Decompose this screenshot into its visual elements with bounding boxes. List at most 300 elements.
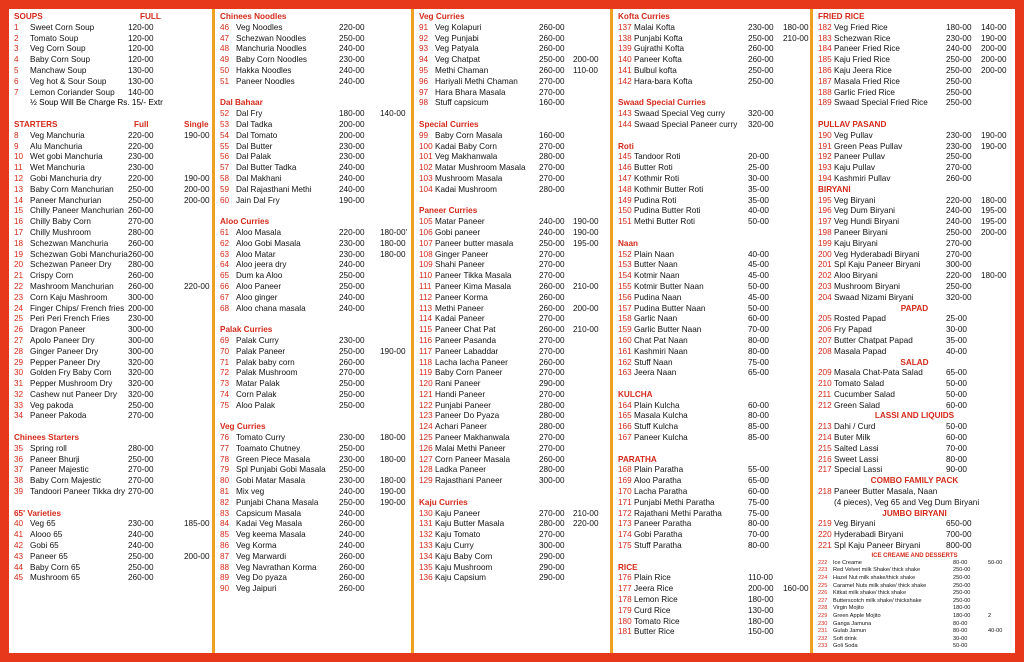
- item-price-full: 230-00: [946, 130, 972, 140]
- item-name: Schezwan Noodles: [236, 33, 307, 43]
- item-number: 224: [818, 575, 828, 582]
- item-price-full: 250-00: [128, 454, 154, 464]
- item-number: 70: [220, 346, 230, 356]
- item-price-full: 80-00: [748, 411, 769, 421]
- menu-column-2: [215, 9, 414, 653]
- menu-item: [220, 271, 407, 282]
- item-name: Veg Hundi Biryani: [834, 217, 900, 227]
- item-price-full: 65-00: [946, 368, 967, 378]
- item-price-full: 160-00: [539, 130, 565, 140]
- menu-item: [220, 573, 407, 584]
- item-number: 147: [618, 173, 632, 183]
- menu-item: [618, 55, 806, 66]
- item-price-full: 45-00: [748, 260, 769, 270]
- item-number: 229: [818, 613, 828, 619]
- item-number: 219: [818, 519, 832, 529]
- menu-item: [618, 217, 806, 228]
- spacer: [220, 88, 407, 99]
- item-number: 108: [419, 249, 433, 259]
- item-price-full: 50-00: [953, 643, 968, 650]
- menu-item: [818, 131, 1011, 142]
- item-name: Gobi Paratha: [634, 530, 683, 540]
- item-price-full: 220-00: [128, 173, 154, 183]
- item-price-full: 270-00: [128, 411, 154, 421]
- menu-item: [220, 131, 407, 142]
- menu-item: [419, 552, 606, 563]
- item-name: Paneer Do Pyaza: [435, 411, 500, 421]
- item-number: 69: [220, 335, 230, 345]
- item-number: 3: [14, 44, 19, 54]
- menu-item: [618, 314, 806, 325]
- item-number: 18: [14, 238, 24, 248]
- item-number: 101: [419, 152, 433, 162]
- section-title: [220, 325, 407, 336]
- item-price-full: 250-00: [946, 98, 972, 108]
- menu-item: [220, 368, 407, 379]
- section-title-text: PAPAD: [900, 303, 929, 313]
- item-name: Paneer Chat Pat: [435, 325, 496, 335]
- item-name: Toamato Chutney: [236, 443, 301, 453]
- item-number: 61: [220, 227, 230, 237]
- item-number: 228: [818, 605, 828, 612]
- section-title: [14, 433, 208, 444]
- item-name: Veg Patyala: [435, 44, 479, 54]
- item-name: Veg keema Masala: [236, 530, 306, 540]
- menu-item: [818, 368, 1011, 379]
- section-title: [419, 120, 606, 131]
- item-number: 39: [14, 487, 24, 497]
- menu-item: [818, 433, 1011, 444]
- item-number: 190: [818, 130, 832, 140]
- item-name: Veg Hyderabadi Biryani: [834, 249, 920, 259]
- item-name: Masala Papad: [834, 346, 887, 356]
- item-price-full: 250-00: [946, 76, 972, 86]
- item-name: Paneer Biryani: [834, 227, 888, 237]
- item-price-full: 85-00: [748, 433, 769, 443]
- item-name: Cashew nut Paneer Dry: [30, 389, 117, 399]
- item-price-full: 50-00: [946, 379, 967, 389]
- item-number: 123: [419, 411, 433, 421]
- item-price-full: 260-00: [128, 573, 154, 583]
- item-name: Stuff capsicum: [435, 98, 489, 108]
- item-price-single: 190-00: [981, 130, 1007, 140]
- item-price-full: 230-00: [128, 314, 154, 324]
- item-price-full: 240-00: [539, 227, 565, 237]
- section-title: [220, 422, 407, 433]
- item-name: Paneer Makhanwala: [435, 433, 510, 443]
- item-price-single: 190-00: [184, 130, 210, 140]
- item-price-single: 180-00: [981, 271, 1007, 281]
- item-number: 150: [618, 206, 632, 216]
- menu-section: [419, 12, 606, 109]
- item-price-full: 250-00: [339, 497, 365, 507]
- menu-item: [14, 163, 208, 174]
- item-name: Kaju Curry: [435, 541, 474, 551]
- item-price-full: 260-00: [128, 249, 154, 259]
- item-name: Kaju Pullav: [834, 163, 875, 173]
- item-price-full: 260-00: [539, 44, 565, 54]
- menu-item: [618, 476, 806, 487]
- item-price-single: 180-00: [783, 22, 809, 32]
- item-price-full: 230-00: [339, 454, 365, 464]
- menu-item: [618, 293, 806, 304]
- item-name: Aloo Palak: [236, 400, 276, 410]
- menu-item: [220, 541, 407, 552]
- menu-item: [220, 433, 407, 444]
- item-name: Aloo Paratha: [634, 476, 682, 486]
- item-number: 46: [220, 22, 230, 32]
- item-name: Paneer Pullav: [834, 152, 885, 162]
- menu-item: [220, 390, 407, 401]
- item-name: Malai Methi Paneer: [435, 443, 506, 453]
- item-number: 62: [220, 238, 230, 248]
- item-number: 1: [14, 22, 19, 32]
- menu-item: [14, 142, 208, 153]
- item-name: Paneer Manchurian: [30, 195, 102, 205]
- section-title-text: KULCHA: [618, 389, 653, 399]
- section-title-text: Roti: [618, 141, 634, 151]
- item-name: Cucumber Salad: [834, 389, 895, 399]
- menu-item: [220, 77, 407, 88]
- menu-item: [618, 196, 806, 207]
- item-price-full: 270-00: [539, 508, 565, 518]
- item-price-single: 210-00: [783, 33, 809, 43]
- menu-section: [419, 498, 606, 584]
- item-name: Dal Makhani: [236, 173, 282, 183]
- item-name: Dum ka Aloo: [236, 271, 283, 281]
- item-price-full: 40-00: [748, 206, 769, 216]
- item-name: Gulab Jamun: [833, 628, 867, 635]
- item-price-full: 60-00: [748, 400, 769, 410]
- menu-item: [419, 228, 606, 239]
- item-price-full: 280-00: [539, 519, 565, 529]
- item-name: Golden Fry Baby Corn: [30, 368, 112, 378]
- section-title-text: PARATHA: [618, 454, 657, 464]
- menu-item: [818, 44, 1011, 55]
- item-name: Matar Palak: [236, 379, 280, 389]
- item-name: Paneer Majestic: [30, 465, 89, 475]
- item-name: Paneer butter masala: [435, 238, 514, 248]
- item-name: Kadai Mushroom: [435, 184, 497, 194]
- item-price-full: 270-00: [539, 346, 565, 356]
- item-name: Kadai Baby Corn: [435, 141, 497, 151]
- item-name: Kitkat milk shake/ thick shake: [833, 590, 907, 597]
- spacer: [14, 498, 208, 509]
- menu-item: [14, 325, 208, 336]
- item-name: Schezwan Rice: [834, 33, 891, 43]
- item-price-full: 55-00: [748, 465, 769, 475]
- item-number: 192: [818, 152, 832, 162]
- item-name: Green Salad: [834, 400, 880, 410]
- item-price-full: 240-00: [946, 217, 972, 227]
- menu-item: [419, 573, 606, 584]
- item-name: Gobi paneer: [435, 227, 481, 237]
- section-title-text: Palak Curries: [220, 325, 273, 335]
- item-name: Methi Butter Roti: [634, 217, 695, 227]
- item-number: 185: [818, 55, 832, 65]
- item-number: 206: [818, 325, 832, 335]
- item-name: Veg Fried Rice: [834, 22, 888, 32]
- menu-item: [14, 55, 208, 66]
- item-name: Spl Punjabi Gobi Masala: [236, 465, 326, 475]
- item-name: Aloo Biryani: [834, 271, 878, 281]
- item-name: Caramel Nuts milk shake/ thick shake: [833, 582, 927, 589]
- item-number: 33: [14, 400, 24, 410]
- menu-item: [14, 563, 208, 574]
- item-price-single: 190-00: [380, 497, 406, 507]
- item-name: Veg Do pyaza: [236, 573, 287, 583]
- item-price-full: 25-00: [748, 163, 769, 173]
- menu-item: [14, 379, 208, 390]
- item-price-full: 240-00: [339, 260, 365, 270]
- item-name: Masala Fried Rice: [834, 76, 900, 86]
- spacer: [618, 444, 806, 455]
- menu-item: [220, 584, 407, 595]
- item-name: Dal Palak: [236, 152, 272, 162]
- menu-item: [618, 465, 806, 476]
- item-number: 30: [14, 368, 24, 378]
- item-name: Veg 65: [30, 519, 56, 529]
- item-name: Lacha Paratha: [634, 487, 688, 497]
- item-name: Gujrathi Kofta: [634, 44, 685, 54]
- menu-item: [220, 476, 407, 487]
- menu-item: [618, 206, 806, 217]
- item-price-full: 120-00: [128, 22, 154, 32]
- item-number: 145: [618, 152, 632, 162]
- item-number: 232: [818, 635, 828, 642]
- item-number: 28: [14, 346, 24, 356]
- item-price-full: 50-00: [946, 422, 967, 432]
- item-price-single: 190-00: [184, 173, 210, 183]
- item-price-full: 250-00: [953, 582, 971, 589]
- item-name: Alu Manchuria: [30, 141, 83, 151]
- menu-item: [818, 239, 1011, 250]
- menu-item: [220, 552, 407, 563]
- item-name: Ice Creame: [833, 559, 862, 566]
- item-price-full: 270-00: [946, 238, 972, 248]
- item-number: 66: [220, 281, 230, 291]
- item-name: Matar Mushroom Masala: [435, 163, 526, 173]
- item-name: Dal Fry: [236, 109, 263, 119]
- menu-item: [220, 185, 407, 196]
- item-number: 188: [818, 87, 832, 97]
- item-price-full: 260-00: [539, 357, 565, 367]
- item-price-full: 290-00: [539, 551, 565, 561]
- item-name: Hakka Noodles: [236, 65, 292, 75]
- item-name: Capsicum Masala: [236, 508, 302, 518]
- item-price-full: 65-00: [748, 368, 769, 378]
- section-title-text: Swaad Special Curries: [618, 98, 706, 108]
- menu-section: [618, 98, 806, 130]
- menu-item: [818, 465, 1011, 476]
- item-number: 83: [220, 508, 230, 518]
- item-price-full: 260-00: [946, 173, 972, 183]
- menu-item: [818, 250, 1011, 261]
- menu-item: [419, 401, 606, 412]
- item-price-full: 280-00: [539, 411, 565, 421]
- item-price-full: 130-00: [128, 65, 154, 75]
- item-name: Manchuria Noodles: [236, 44, 307, 54]
- section-note: ½ Soup Will Be Charge Rs. 15/- Extr: [30, 98, 163, 108]
- item-price-full: 240-00: [128, 541, 154, 551]
- menu-item: [220, 530, 407, 541]
- item-price-full: 260-00: [128, 281, 154, 291]
- item-price-single: 195-00: [981, 217, 1007, 227]
- section-title-text: Kaju Curries: [419, 497, 468, 507]
- menu-item: [618, 22, 809, 34]
- menu-item: [14, 44, 208, 55]
- item-name: Palak baby corn: [236, 357, 295, 367]
- menu-item: [14, 455, 208, 466]
- item-number: 41: [14, 530, 24, 540]
- menu-section: [419, 206, 606, 487]
- item-number: 164: [618, 400, 632, 410]
- menu-item: [818, 605, 1011, 613]
- item-number: 75: [220, 400, 230, 410]
- item-name: Dal Butter: [236, 141, 273, 151]
- item-name: Baby Corn Masala: [435, 130, 503, 140]
- menu-section: [220, 217, 407, 314]
- item-name: Plain Rice: [634, 573, 671, 583]
- item-number: 29: [14, 357, 24, 367]
- item-price-single: 140-00: [380, 109, 406, 119]
- menu-item: [220, 250, 407, 261]
- item-name: Veg Biryani: [834, 195, 876, 205]
- menu-item: [220, 55, 407, 66]
- menu-item: [14, 519, 208, 530]
- item-name: Paneer Bhurji: [30, 454, 80, 464]
- item-name: Paneer Labaddar: [435, 346, 499, 356]
- item-price-full: 280-00: [539, 152, 565, 162]
- item-name: Swaad Special Fried Rice: [834, 98, 928, 108]
- item-name: Fry Papad: [834, 325, 872, 335]
- item-number: 159: [618, 325, 632, 335]
- item-number: 31: [14, 379, 24, 389]
- item-price-full: 260-00: [539, 292, 565, 302]
- menu-section: [220, 325, 407, 411]
- item-name: Rosted Papad: [834, 314, 886, 324]
- item-number: 107: [419, 238, 433, 248]
- item-number: 176: [618, 573, 632, 583]
- item-number: 91: [419, 22, 429, 32]
- section-title: [818, 120, 1011, 131]
- item-price-full: 230-00: [946, 141, 972, 151]
- item-name: Corn Paneer Masala: [435, 454, 511, 464]
- item-price-full: 260-00: [748, 44, 774, 54]
- menu-item: [220, 23, 407, 34]
- item-price-full: 250-00: [946, 65, 972, 75]
- item-name: Veg Navrathan Korma: [236, 562, 317, 572]
- item-price-full: 230-00: [339, 141, 365, 151]
- item-price-full: 180-00: [748, 595, 774, 605]
- item-price-full: 700-00: [946, 530, 972, 540]
- section-title: [419, 12, 606, 23]
- item-name: Plain Paratha: [634, 465, 684, 475]
- item-name: Gobi 65: [30, 541, 59, 551]
- item-name: Hyderabadi Biryani: [834, 530, 904, 540]
- item-price-single: 200-00: [981, 44, 1007, 54]
- menu-item: [14, 23, 208, 34]
- menu-item: [220, 455, 407, 466]
- item-price-full: 250-00: [953, 575, 971, 582]
- menu-item: [818, 163, 1011, 174]
- item-price-full: 250-00: [128, 184, 154, 194]
- item-number: 102: [419, 163, 433, 173]
- item-name: Veg Pullav: [834, 130, 873, 140]
- section-title: [618, 98, 806, 109]
- item-number: 42: [14, 541, 24, 551]
- menu-item: [818, 217, 1011, 228]
- menu-section: [220, 422, 407, 595]
- menu-item: [419, 563, 606, 574]
- spacer: [220, 314, 407, 325]
- item-name: Veg Chatpat: [435, 55, 481, 65]
- item-name: Baby Corn Soup: [30, 55, 91, 65]
- item-number: 6: [14, 76, 19, 86]
- item-price-single: 2: [988, 613, 992, 619]
- item-price-full: 60-00: [946, 400, 967, 410]
- item-number: 220: [818, 530, 832, 540]
- item-number: 115: [419, 325, 433, 335]
- menu-item: [419, 422, 606, 433]
- item-price-full: 290-00: [539, 379, 565, 389]
- item-price-full: 230-00: [128, 152, 154, 162]
- menu-item: [618, 271, 806, 282]
- item-price-full: 90-00: [946, 465, 967, 475]
- menu-item: [14, 66, 208, 77]
- menu-section: [818, 509, 1011, 552]
- item-name: Green Peas Pullav: [834, 141, 903, 151]
- section-title-text: Aloo Curries: [220, 217, 270, 227]
- menu-item: [220, 260, 407, 271]
- menu-item: [14, 552, 208, 563]
- item-price-full: 250-00: [946, 281, 972, 291]
- item-price-full: 250-00: [946, 227, 972, 237]
- menu-item: [818, 314, 1011, 325]
- item-name: Hariyali Methi Chaman: [435, 76, 518, 86]
- item-price-full: 320-00: [128, 389, 154, 399]
- item-number: 183: [818, 33, 832, 43]
- menu-item: [419, 55, 606, 66]
- item-price-full: 45-00: [748, 292, 769, 302]
- section-title-text: Chinees Starters: [14, 433, 80, 443]
- item-name: Wet Manchuria: [30, 163, 85, 173]
- item-number: 89: [220, 573, 230, 583]
- item-price-full: 270-00: [539, 141, 565, 151]
- menu-item: [419, 239, 606, 250]
- item-number: 139: [618, 44, 632, 54]
- menu-item: [419, 163, 606, 174]
- item-name: Ginger Paneer: [435, 249, 489, 259]
- item-number: 231: [818, 628, 828, 635]
- item-price-full: 70-00: [748, 530, 769, 540]
- item-price-single: 200-00: [184, 551, 210, 561]
- item-price-full: 250-00: [339, 281, 365, 291]
- menu-item: [14, 217, 208, 228]
- item-number: 162: [618, 357, 632, 367]
- section-title-text: FRIED RICE: [818, 12, 865, 21]
- menu-item: [818, 541, 1011, 552]
- item-name: Spring roll: [30, 443, 67, 453]
- item-price-full: 270-00: [539, 368, 565, 378]
- item-price-full: 270-00: [539, 260, 565, 270]
- item-number: 165: [618, 411, 632, 421]
- item-number: 72: [220, 368, 230, 378]
- menu-item: [14, 573, 208, 584]
- item-name: Schezwan Gobi Manchuria: [30, 249, 128, 259]
- item-number: 214: [818, 433, 832, 443]
- menu-item: [220, 163, 407, 174]
